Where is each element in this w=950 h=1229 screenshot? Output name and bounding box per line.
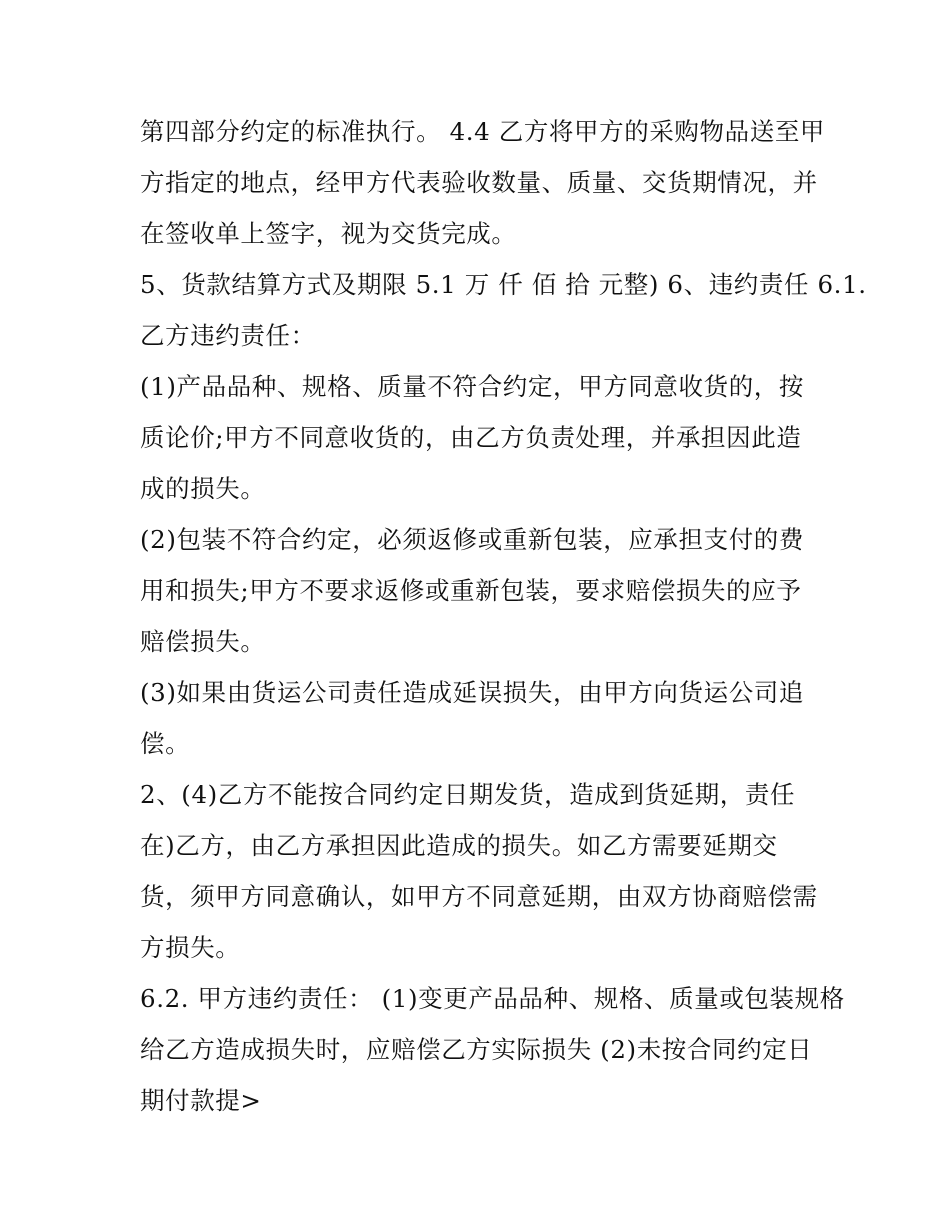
text-line: 在签收单上签字，视为交货完成。	[140, 219, 517, 248]
text-line: 在)乙方，由乙方承担因此造成的损失。如乙方需要延期交	[140, 831, 778, 860]
text-line: 方损失。	[140, 933, 241, 962]
text-line: 乙方违约责任：	[140, 321, 316, 350]
text-line: 给乙方造成损失时，应赔偿乙方实际损失 (2)未按合同约定日	[140, 1035, 813, 1064]
text-line: 方指定的地点，经甲方代表验收数量、质量、交货期情况，并	[140, 168, 818, 197]
text-line: 5、货款结算方式及期限 5.1 万 仟 佰 拾 元整) 6、违约责任 6.1.	[140, 270, 867, 299]
text-line: 偿。	[140, 729, 191, 758]
text-line: 用和损失;甲方不要求返修或重新包装，要求赔偿损失的应予	[140, 576, 802, 605]
text-line: (3)如果由货运公司责任造成延误损失，由甲方向货运公司追	[140, 678, 805, 707]
text-line: 期付款提>	[140, 1086, 262, 1115]
text-line: 2、(4)乙方不能按合同约定日期发货，造成到货延期，责任	[140, 780, 796, 809]
text-line: (1)产品品种、规格、质量不符合约定，甲方同意收货的，按	[140, 372, 805, 401]
text-line: 6.2. 甲方违约责任： (1)变更产品品种、规格、质量或包装规格	[140, 984, 845, 1013]
document-body	[140, 106, 867, 1126]
text-line: 货，须甲方同意确认，如甲方不同意延期，由双方协商赔偿需	[140, 882, 818, 911]
text-line: 第四部分约定的标准执行。 4.4 乙方将甲方的采购物品送至甲	[140, 117, 826, 146]
text-line: 赔偿损失。	[140, 627, 266, 656]
text-line: 质论价;甲方不同意收货的，由乙方负责处理，并承担因此造	[140, 423, 802, 452]
text-line: (2)包装不符合约定，必须返修或重新包装，应承担支付的费	[140, 525, 805, 554]
text-line: 成的损失。	[140, 474, 266, 503]
